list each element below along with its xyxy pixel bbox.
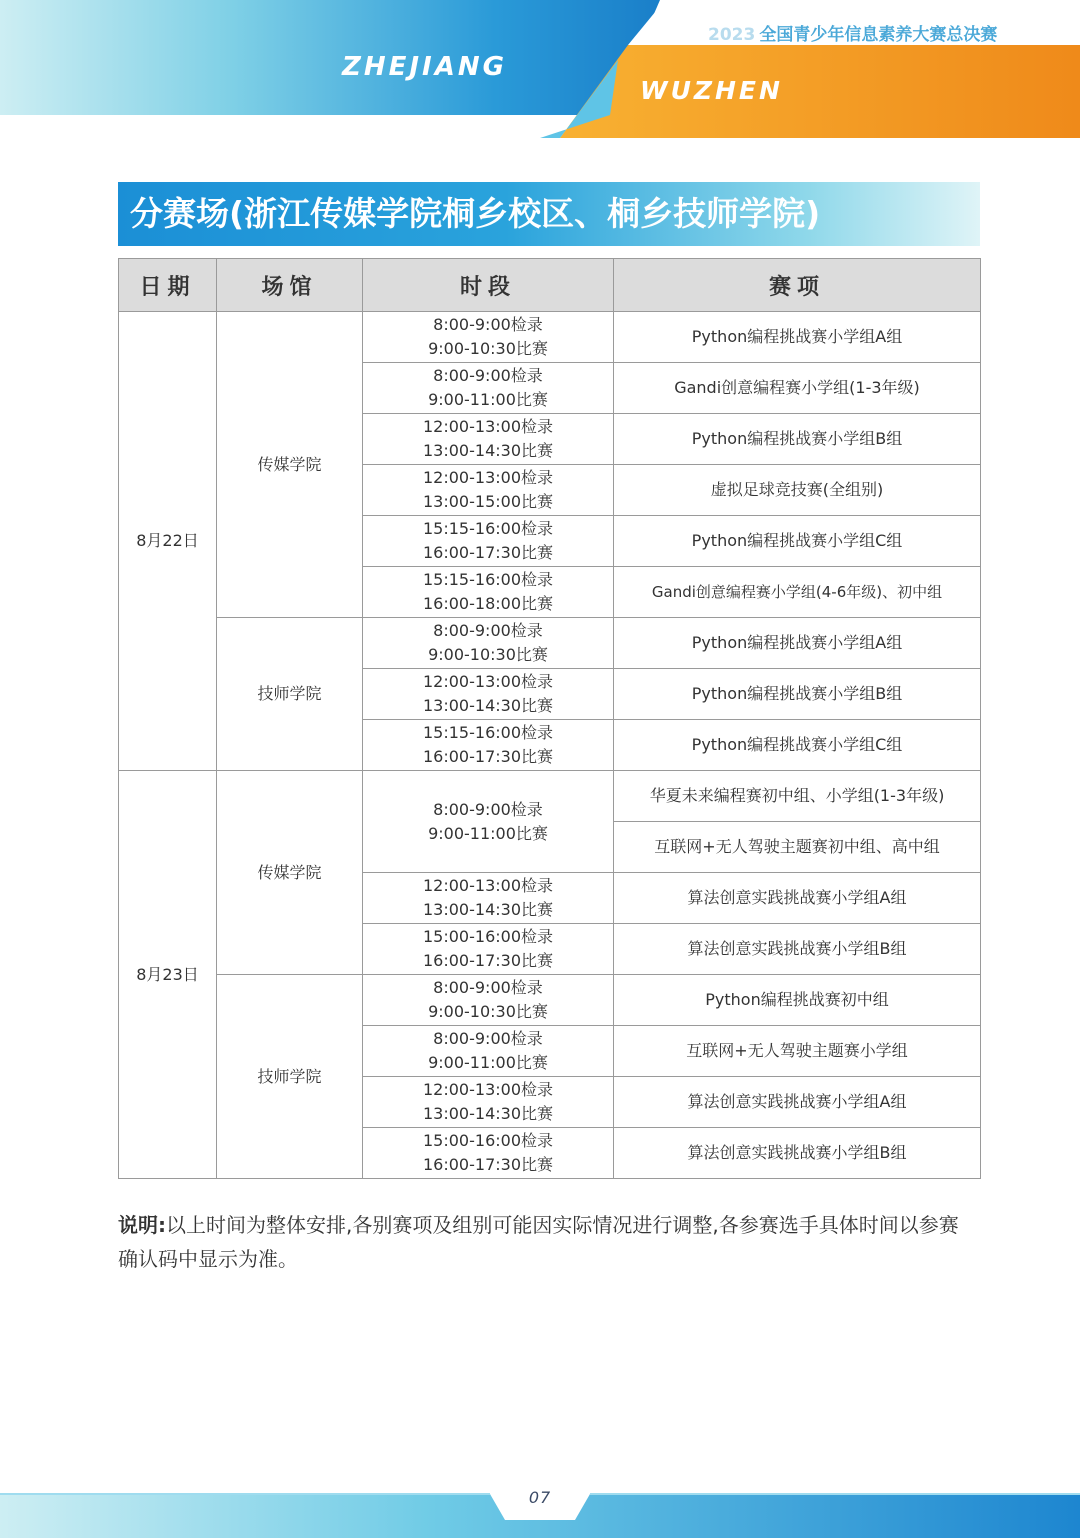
time-cell <box>363 465 614 516</box>
time-cell <box>363 414 614 465</box>
match-time: 16:00-17:30比赛 <box>423 951 553 970</box>
time-cell <box>363 363 614 414</box>
header-event: 赛项 <box>614 259 981 312</box>
contest-name: 全国青少年信息素养大赛总决赛 <box>759 25 998 45</box>
event-cell: 虚拟足球竞技赛(全组别) <box>614 465 981 516</box>
banner-wuzhen: WUZHEN <box>640 76 783 105</box>
check-in-time: 8:00-9:00检录 <box>433 799 543 819</box>
check-in-time: 12:00-13:00检录 <box>423 672 553 691</box>
check-in-time: 8:00-9:00检录 <box>433 1029 543 1048</box>
table-row <box>119 312 981 363</box>
event-cell: Python编程挑战赛小学组B组 <box>614 414 981 465</box>
note-paragraph <box>118 1208 978 1276</box>
event-cell: 算法创意实践挑战赛小学组B组 <box>614 1128 981 1179</box>
note-label: 说明: <box>118 1213 166 1237</box>
venue-cell: 传媒学院 <box>217 771 363 975</box>
match-time: 9:00-11:00比赛 <box>428 823 548 843</box>
time-cell <box>363 924 614 975</box>
time-cell <box>363 1128 614 1179</box>
match-time: 16:00-18:00比赛 <box>423 594 553 613</box>
event-cell: Gandi创意编程赛小学组(1-3年级) <box>614 363 981 414</box>
time-cell <box>363 975 614 1026</box>
table-row <box>119 618 981 669</box>
event-cell: 华夏未来编程赛初中组、小学组(1-3年级) <box>614 771 981 822</box>
time-cell <box>363 873 614 924</box>
table-header-row <box>119 259 981 312</box>
time-cell <box>363 771 614 873</box>
event-cell: Python编程挑战赛小学组A组 <box>614 618 981 669</box>
check-in-time: 12:00-13:00检录 <box>423 876 553 895</box>
event-cell: Python编程挑战赛初中组 <box>614 975 981 1026</box>
event-cell: Gandi创意编程赛小学组(4-6年级)、初中组 <box>614 567 981 618</box>
event-cell: Python编程挑战赛小学组B组 <box>614 669 981 720</box>
check-in-time: 15:15-16:00检录 <box>423 570 553 589</box>
match-time: 9:00-10:30比赛 <box>428 1002 548 1021</box>
check-in-time: 15:00-16:00检录 <box>423 927 553 946</box>
check-in-time: 8:00-9:00检录 <box>433 366 543 385</box>
table-row <box>119 975 981 1026</box>
time-cell <box>363 1026 614 1077</box>
match-time: 9:00-11:00比赛 <box>428 390 548 409</box>
event-cell: Python编程挑战赛小学组C组 <box>614 516 981 567</box>
section-title: 分赛场(浙江传媒学院桐乡校区、桐乡技师学院) <box>118 182 980 246</box>
time-cell <box>363 1077 614 1128</box>
venue-cell: 传媒学院 <box>217 312 363 618</box>
header-banner <box>0 0 1080 140</box>
check-in-time: 15:00-16:00检录 <box>423 1131 553 1150</box>
table-row <box>119 771 981 822</box>
time-cell <box>363 669 614 720</box>
page-number: 07 <box>528 1488 552 1507</box>
check-in-time: 12:00-13:00检录 <box>423 417 553 436</box>
match-time: 16:00-17:30比赛 <box>423 747 553 766</box>
header-date: 日期 <box>119 259 217 312</box>
header-time: 时段 <box>363 259 614 312</box>
match-time: 16:00-17:30比赛 <box>423 543 553 562</box>
event-cell: Python编程挑战赛小学组C组 <box>614 720 981 771</box>
match-time: 13:00-14:30比赛 <box>423 900 553 919</box>
event-cell: 算法创意实践挑战赛小学组A组 <box>614 873 981 924</box>
time-cell <box>363 720 614 771</box>
check-in-time: 12:00-13:00检录 <box>423 1080 553 1099</box>
banner-zhejiang: ZHEJIANG <box>342 52 507 82</box>
note-text: 以上时间为整体安排,各别赛项及组别可能因实际情况进行调整,各参赛选手具体时间以参赛确认码中显示为准。 <box>118 1213 959 1271</box>
date-cell: 8月23日 <box>119 771 217 1179</box>
check-in-time: 15:15-16:00检录 <box>423 723 553 742</box>
event-cell: 算法创意实践挑战赛小学组A组 <box>614 1077 981 1128</box>
footer-band <box>0 1480 1080 1538</box>
match-time: 9:00-11:00比赛 <box>428 1053 548 1072</box>
check-in-time: 15:15-16:00检录 <box>423 519 553 538</box>
schedule-table <box>118 258 981 1179</box>
time-cell <box>363 312 614 363</box>
check-in-time: 12:00-13:00检录 <box>423 468 553 487</box>
contest-title <box>708 20 997 45</box>
check-in-time: 8:00-9:00检录 <box>433 621 543 640</box>
date-cell: 8月22日 <box>119 312 217 771</box>
header-venue: 场馆 <box>217 259 363 312</box>
check-in-time: 8:00-9:00检录 <box>433 978 543 997</box>
time-cell <box>363 516 614 567</box>
match-time: 16:00-17:30比赛 <box>423 1155 553 1174</box>
time-cell <box>363 567 614 618</box>
event-cell: 算法创意实践挑战赛小学组B组 <box>614 924 981 975</box>
match-time: 9:00-10:30比赛 <box>428 645 548 664</box>
match-time: 13:00-15:00比赛 <box>423 492 553 511</box>
contest-year: 2023 <box>708 25 756 45</box>
match-time: 13:00-14:30比赛 <box>423 441 553 460</box>
match-time: 9:00-10:30比赛 <box>428 339 548 358</box>
time-cell <box>363 618 614 669</box>
venue-cell: 技师学院 <box>217 618 363 771</box>
event-cell: 互联网+无人驾驶主题赛小学组 <box>614 1026 981 1077</box>
event-cell: Python编程挑战赛小学组A组 <box>614 312 981 363</box>
check-in-time: 8:00-9:00检录 <box>433 315 543 334</box>
match-time: 13:00-14:30比赛 <box>423 1104 553 1123</box>
match-time: 13:00-14:30比赛 <box>423 696 553 715</box>
event-cell: 互联网+无人驾驶主题赛初中组、高中组 <box>614 822 981 873</box>
venue-cell: 技师学院 <box>217 975 363 1179</box>
